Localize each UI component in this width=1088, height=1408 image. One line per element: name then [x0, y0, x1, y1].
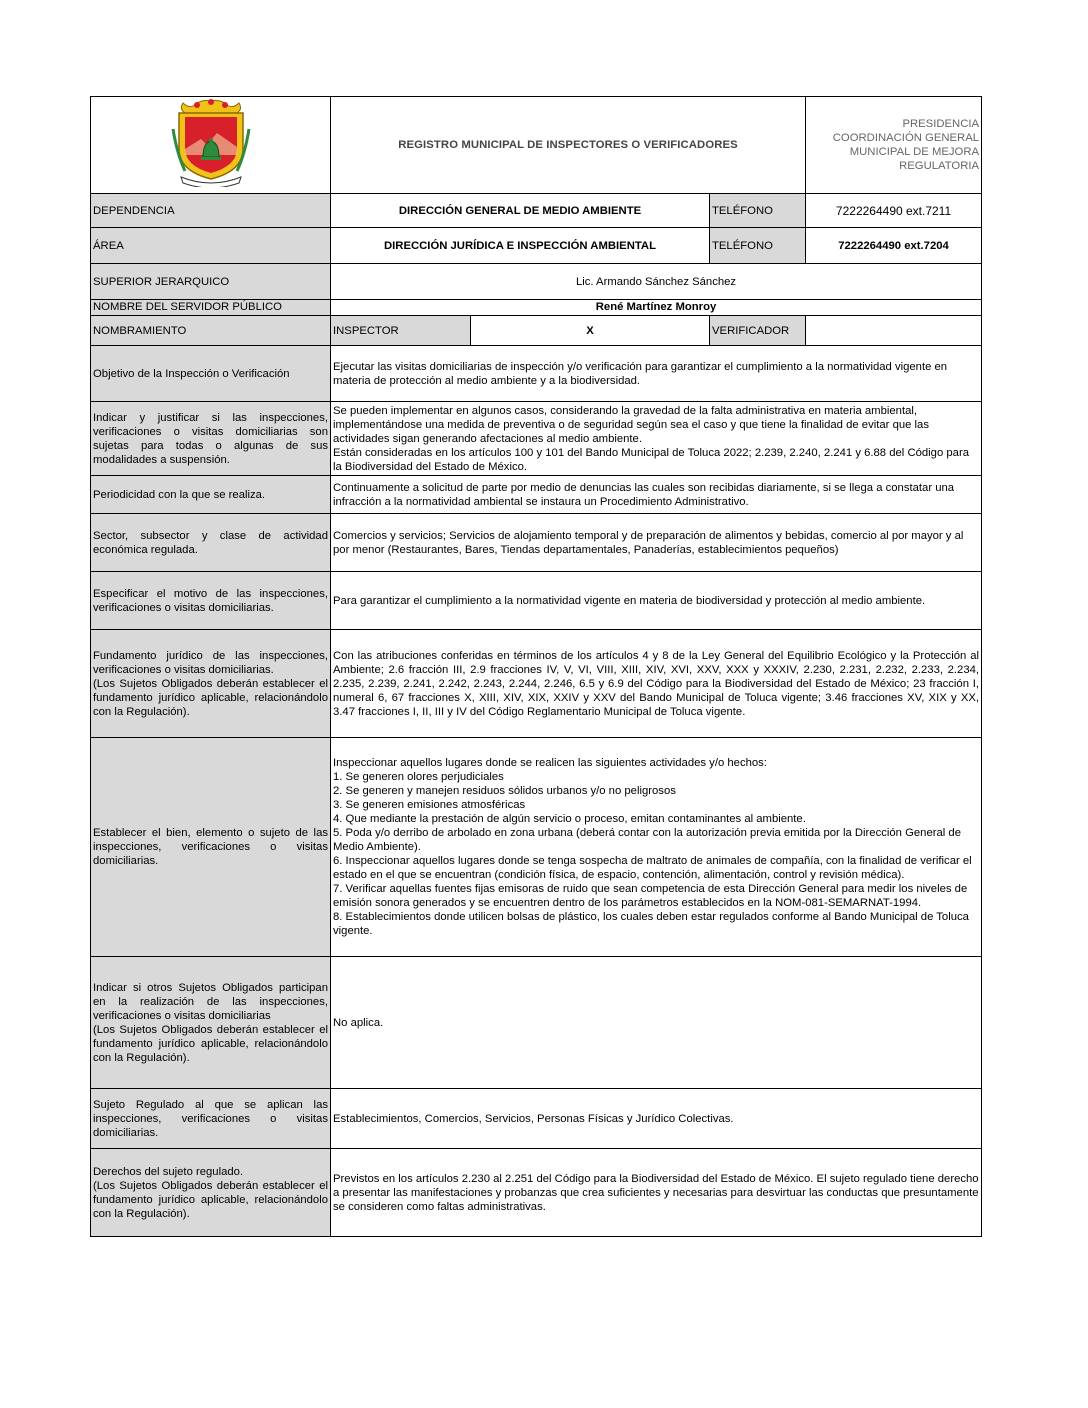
bien-label: Establecer el bien, elemento o sujeto de las inspecciones, verificaciones o visitas domiciliarias. — [91, 738, 331, 957]
list-item: 2. Se generen y manejen residuos sólidos urbanos y/o no peligrosos — [333, 785, 676, 797]
motivo-value: Para garantizar el cumplimiento a la normatividad vigente en materia de biodiversidad y protección al medio ambiente. — [331, 572, 982, 630]
inspector-mark: X — [471, 316, 710, 346]
servidor-label: NOMBRE DEL SERVIDOR PÚBLICO — [91, 300, 331, 316]
derechos-label-note: (Los Sujetos Obligados deberán establecer el fundamento jurídico aplicable, relacionándolo con la Regulación). — [93, 1179, 328, 1220]
dependencia-row — [91, 194, 982, 228]
fundamento-label-text: Fundamento jurídico de las inspecciones, verificaciones o visitas domiciliarias. — [93, 649, 328, 676]
fundamento-label — [91, 630, 331, 738]
area-label: ÁREA — [91, 228, 331, 264]
list-item: 7. Verificar aquellas fuentes fijas emisoras de ruido que sean competencia de esta Dirección General para medir los niveles de emisión sonora generados y se encuentren dentro de los parámetros establecidos en la NOM-081-SEMARNAT-1994. — [333, 883, 968, 909]
presidencia-line: COORDINACIÓN GENERAL — [832, 132, 980, 144]
telefono-value: 7222264490 ext.7204 — [806, 228, 982, 264]
area-value: DIRECCIÓN JURÍDICA E INSPECCIÓN AMBIENTAL — [331, 228, 710, 264]
telefono-label: TELÉFONO — [710, 228, 806, 264]
presidencia-line: PRESIDENCIA — [902, 118, 980, 130]
area-row — [91, 228, 982, 264]
objetivo-value: Ejecutar las visitas domiciliarias de inspección y/o verificación para garantizar el cumplimiento a la normatividad vigente en materia de protección al medio ambiente y a la biodiversidad. — [331, 346, 982, 402]
nombramiento-row — [91, 316, 982, 346]
motivo-label: Especificar el motivo de las inspecciones, verificaciones o visitas domiciliarias. — [91, 572, 331, 630]
bien-row — [91, 738, 982, 957]
presidencia-line: REGULATORIA — [899, 160, 980, 172]
derechos-label-text: Derechos del sujeto regulado. — [93, 1165, 244, 1178]
periodicidad-label: Periodicidad con la que se realiza. — [91, 476, 331, 514]
suspension-text: Se pueden implementar en algunos casos, considerando la gravedad de la falta administrativa en materia ambiental, implementándose una medida de preventiva o de seguridad según sea el caso y que tiene la finalidad de evitar que las actividades sigan generando afectaciones al medio ambiente. — [333, 404, 929, 445]
sujeto-label: Sujeto Regulado al que se aplican las inspecciones, verificaciones o visitas domiciliarias. — [91, 1089, 331, 1149]
otros-label — [91, 957, 331, 1089]
header-row — [91, 97, 982, 194]
telefono-value: 7222264490 ext.7211 — [806, 194, 982, 228]
superior-row — [91, 264, 982, 300]
presidencia-block — [806, 97, 982, 194]
toluca-coat-of-arms-icon — [171, 99, 251, 187]
otros-label-note: (Los Sujetos Obligados deberán establecer el fundamento jurídico aplicable, relacionándolo con la Regulación). — [93, 1023, 328, 1064]
superior-value: Lic. Armando Sánchez Sánchez — [331, 264, 982, 300]
dependencia-label: DEPENDENCIA — [91, 194, 331, 228]
sujeto-value: Establecimientos, Comercios, Servicios, Personas Físicas y Jurídico Colectivas. — [331, 1089, 982, 1149]
otros-label-text: Indicar si otros Sujetos Obligados participan en la realización de las inspecciones, verificaciones o visitas domiciliarias — [93, 981, 328, 1022]
servidor-value: René Martínez Monroy — [331, 300, 982, 316]
list-item: 4. Que mediante la prestación de algún servicio o proceso, emitan contaminantes al ambiente. — [333, 813, 806, 825]
fundamento-row — [91, 630, 982, 738]
suspension-value — [331, 402, 982, 476]
otros-value: No aplica. — [331, 957, 982, 1089]
sector-label: Sector, subsector y clase de actividad económica regulada. — [91, 514, 331, 572]
suspension-label: Indicar y justificar si las inspecciones, verificaciones o visitas domiciliarias son sujetas para todas o algunas de sus modalidades a suspensión. — [91, 402, 331, 476]
inspector-label: INSPECTOR — [331, 316, 471, 346]
otros-row — [91, 957, 982, 1089]
fundamento-value: Con las atribuciones conferidas en términos de los artículos 4 y 8 de la Ley General del Equilibrio Ecológico y la Protección al Ambiente; 2.6 fracción III, 2.9 fracciones IV, V, VI, VIII, XIII, XIV, XVI, XXV, XXX y XXXIV, 2.230, 2.231, 2.232, 2.233, 2.234, 2.235, 2.239, 2.241, 2.242, 2.243, 2.244, 2.246, 6.5 y 6.9 del Código para la Biodiversidad del Estado de México; 23 fracción I, numeral 6, 67 fracciones X, XIII, XIV, XIX, XXIV y XXV del Bando Municipal de Toluca vigente; 3.46 fracciones XV, XIX y XX, 3.47 fracciones I, II, III y IV del Código Reglamentario Municipal de Toluca vigente. — [331, 630, 982, 738]
bien-intro: Inspeccionar aquellos lugares donde se realicen las siguientes actividades y/o hechos: — [333, 757, 767, 769]
periodicidad-row — [91, 476, 982, 514]
derechos-label — [91, 1149, 331, 1237]
list-item: 1. Se generen olores perjudiciales — [333, 771, 504, 783]
dependencia-value: DIRECCIÓN GENERAL DE MEDIO AMBIENTE — [331, 194, 710, 228]
servidor-row — [91, 300, 982, 316]
logo-cell — [91, 97, 331, 194]
page-title: REGISTRO MUNICIPAL DE INSPECTORES O VERIFICADORES — [331, 97, 806, 194]
telefono-label: TELÉFONO — [710, 194, 806, 228]
objetivo-label: Objetivo de la Inspección o Verificación — [91, 346, 331, 402]
superior-label: SUPERIOR JERARQUICO — [91, 264, 331, 300]
suspension-text: Están consideradas en los artículos 100 y 101 del Bando Municipal de Toluca 2022; 2.239, 2.240, 2.241 y 6.88 del Código para la Biodiversidad del Estado de México. — [333, 446, 969, 473]
sujeto-row — [91, 1089, 982, 1149]
list-item: 3. Se generen emisiones atmosféricas — [333, 799, 526, 811]
list-item: 6. Inspeccionar aquellos lugares donde se tenga sospecha de maltrato de animales de compañía, con la finalidad de verificar el estado en el que se encuentran (condición física, de espacio, contención, alimentación, control y revisión médica). — [333, 855, 972, 881]
list-item: 5. Poda y/o derribo de arbolado en zona urbana (deberá contar con la autorización previa emitida por la Dirección General de Medio Ambiente). — [333, 827, 961, 853]
verificador-label: VERIFICADOR — [710, 316, 806, 346]
bien-value — [331, 738, 982, 957]
verificador-mark — [806, 316, 982, 346]
suspension-row — [91, 402, 982, 476]
registro-table — [90, 96, 982, 1237]
objetivo-row — [91, 346, 982, 402]
nombramiento-label: NOMBRAMIENTO — [91, 316, 331, 346]
motivo-row — [91, 572, 982, 630]
derechos-value: Previstos en los artículos 2.230 al 2.251 del Código para la Biodiversidad del Estado de México. El sujeto regulado tiene derecho a presentar las manifestaciones y probanzas que crea suficientes y necesarias para desvirtuar las conductas que presuntamente se consideren como faltas administrativas. — [331, 1149, 982, 1237]
fundamento-label-note: (Los Sujetos Obligados deberán establecer el fundamento jurídico aplicable, relacionándolo con la Regulación). — [93, 677, 328, 718]
periodicidad-value: Continuamente a solicitud de parte por medio de denuncias las cuales son recibidas diariamente, si se llega a constatar una infracción a la normatividad ambiental se instaura un Procedimiento Administrativo. — [331, 476, 982, 514]
list-item: 8. Establecimientos donde utilicen bolsas de plástico, los cuales deben estar regulados conforme al Bando Municipal de Toluca vigente. — [333, 911, 969, 937]
sector-row — [91, 514, 982, 572]
sector-value: Comercios y servicios; Servicios de alojamiento temporal y de preparación de alimentos y bebidas, comercio al por mayor y al por menor (Restaurantes, Bares, Tiendas departamentales, Panaderías, establecimientos pequeños) — [331, 514, 982, 572]
presidencia-line: MUNICIPAL DE MEJORA — [849, 146, 980, 158]
derechos-row — [91, 1149, 982, 1237]
